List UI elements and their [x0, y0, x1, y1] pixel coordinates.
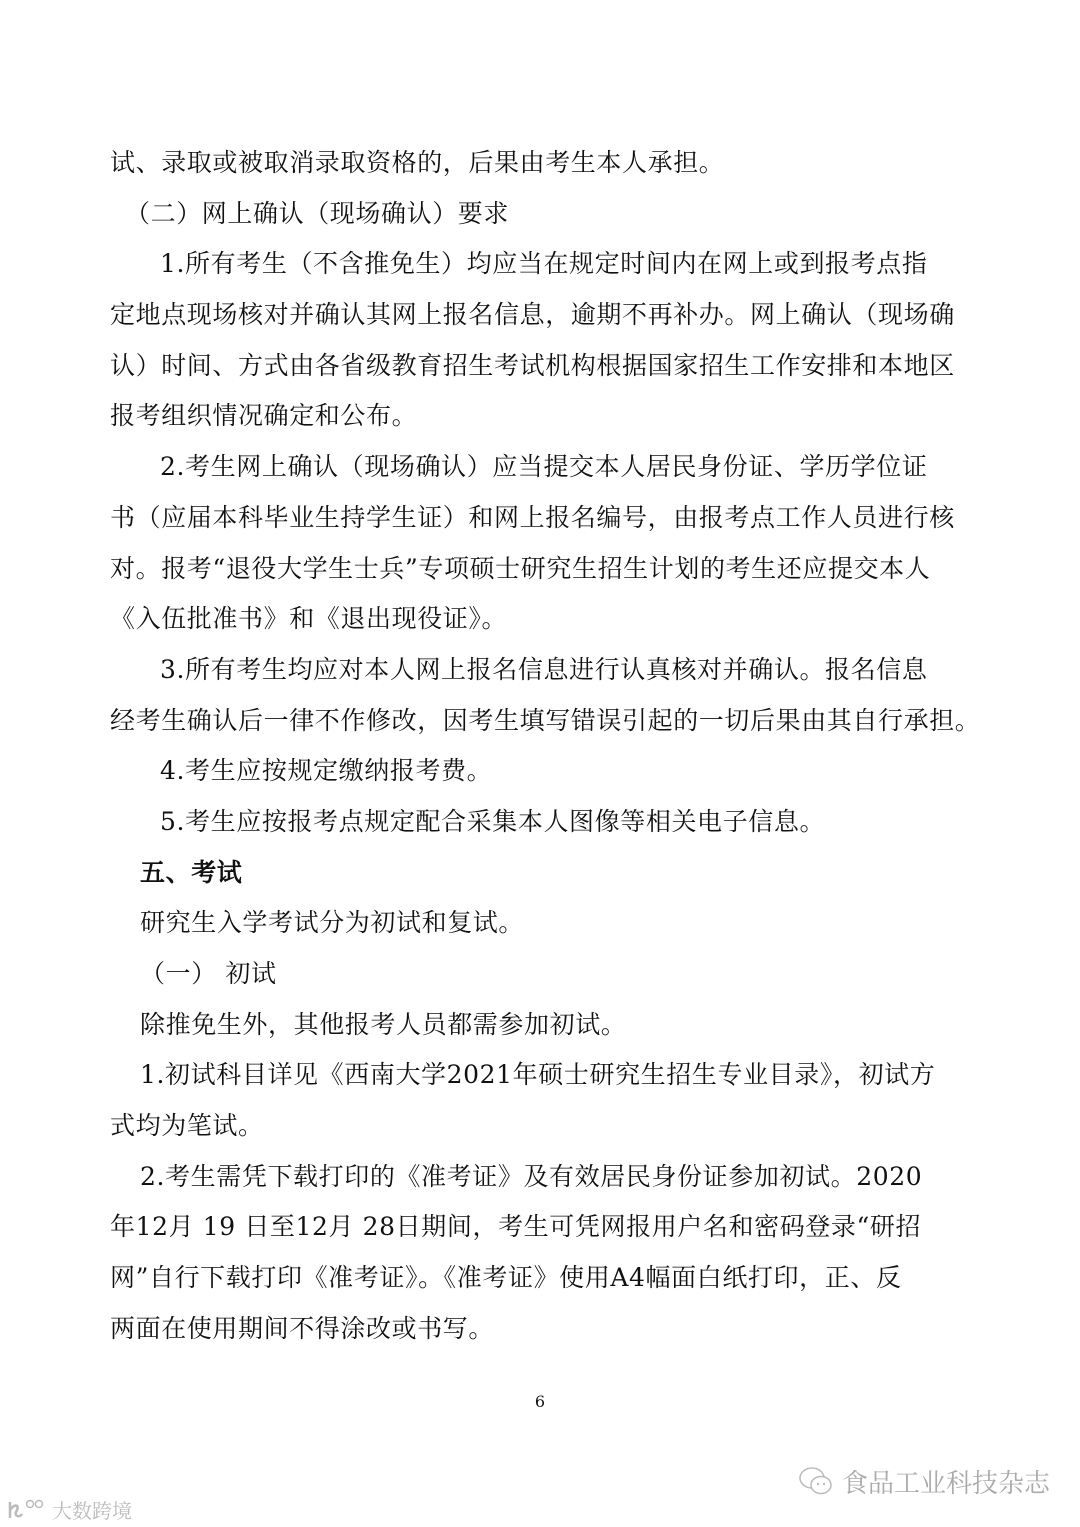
text-line: 《入伍批准书》和《退出现役证》。 — [110, 604, 508, 634]
page-number: 6 — [534, 1392, 546, 1411]
logo-icon — [6, 1498, 46, 1522]
watermark-text: 大数跨境 — [52, 1499, 132, 1523]
text-line: 除推免生外，其他报考人员都需参加初试。 — [140, 1009, 627, 1039]
text-line: 定地点现场核对并确认其网上报名信息，逾期不再补办。网上确认（现场确 — [110, 300, 955, 330]
chapter-heading: 五、考试 — [140, 857, 243, 887]
text-line: 4.考生应按规定缴纳报考费。 — [160, 756, 493, 786]
text-line: 1.所有考生（不含推免生）均应当在规定时间内在网上或到报考点指 — [160, 249, 928, 279]
text-line: 报考组织情况确定和公布。 — [110, 401, 418, 431]
wechat-icon — [798, 1466, 834, 1498]
watermark-text: 食品工业科技杂志 — [841, 1469, 1050, 1499]
text-line: 两面在使用期间不得涂改或书写。 — [110, 1313, 495, 1343]
section-heading: （一） 初试 — [140, 959, 277, 988]
text-line: 对。报考“退役大学生士兵”专项硕士研究生招生计划的考生还应提交本人 — [110, 553, 931, 583]
text-line: 5.考生应按报考点规定配合采集本人图像等相关电子信息。 — [160, 806, 826, 836]
body-text — [110, 138, 981, 1355]
watermark-wechat — [798, 1463, 1050, 1500]
text-line: 年12月 19 日至12月 28日期间，考生可凭网报用户名和密码登录“研招 — [110, 1212, 922, 1242]
text-line: 网”自行下载打印《准考证》。《准考证》使用A4幅面白纸打印，正、反 — [110, 1263, 902, 1293]
text-line: 书（应届本科毕业生持学生证）和网上报名编号，由报考点工作人员进行核 — [110, 502, 955, 532]
text-line: 研究生入学考试分为初试和复试。 — [140, 908, 525, 938]
text-line: 经考生确认后一律不作修改，因考生填写错误引起的一切后果由其自行承担。 — [110, 705, 981, 735]
text-line: 2.考生需凭下载打印的《准考证》及有效居民身份证参加初试。2020 — [140, 1161, 923, 1191]
watermark-logo — [6, 1495, 132, 1524]
text-line: 1.初试科目详见《西南大学2021年硕士研究生招生专业目录》，初试方 — [140, 1060, 936, 1090]
text-line: 试、录取或被取消录取资格的，后果由考生本人承担。 — [110, 148, 725, 177]
text-line: 3.所有考生均应对本人网上报名信息进行认真核对并确认。报名信息 — [160, 654, 928, 684]
text-line: 认）时间、方式由各省级教育招生考试机构根据国家招生工作安排和本地区 — [110, 350, 955, 380]
text-line: 2.考生网上确认（现场确认）应当提交本人居民身份证、学历学位证 — [160, 452, 928, 482]
section-heading: （二）网上确认（现场确认）要求 — [125, 198, 510, 228]
text-line: 式均为笔试。 — [110, 1111, 264, 1141]
